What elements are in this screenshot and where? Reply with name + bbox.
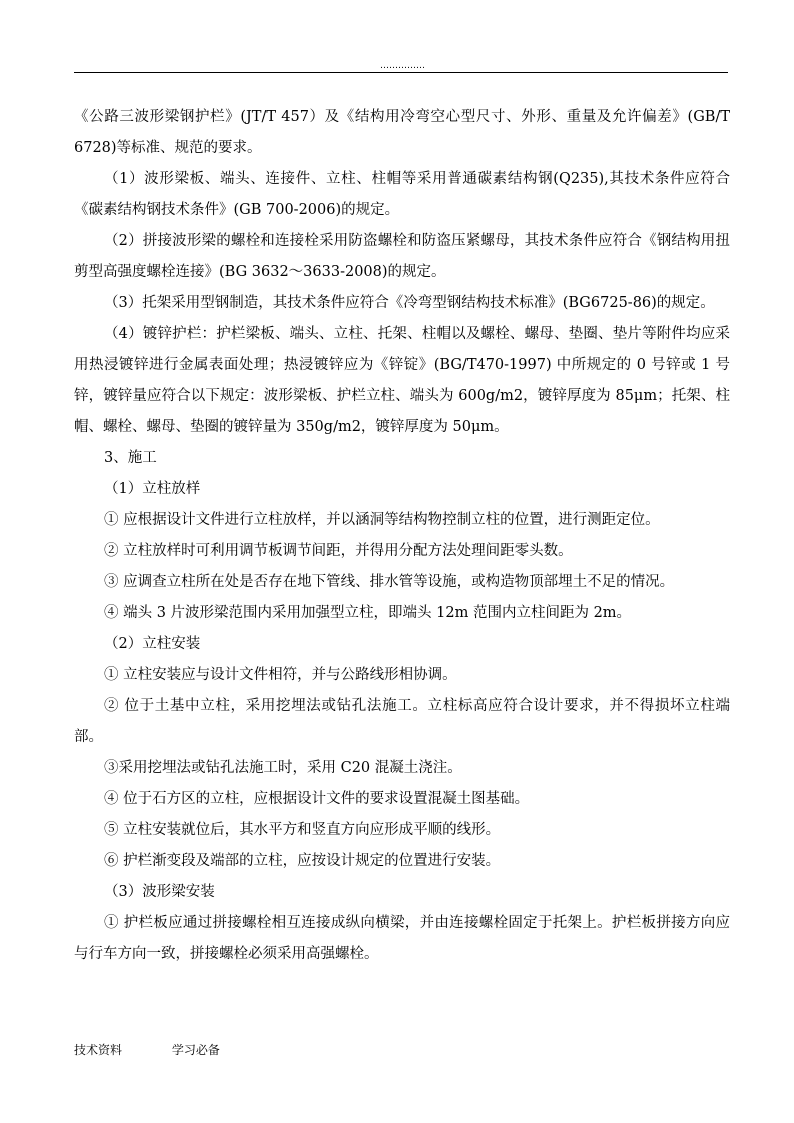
paragraph: （1）波形梁板、端头、连接件、立柱、柱帽等采用普通碳素结构钢(Q235),其技术条件应符合《碳素结构钢技术条件》(GB 700-2006)的规定。	[74, 171, 730, 218]
paragraph: ⑥ 护栏渐变段及端部的立柱，应按设计规定的位置进行安装。	[104, 853, 501, 869]
paragraph: ① 应根据设计文件进行立柱放样，并以涵洞等结构物控制立柱的位置，进行测距定位。	[104, 512, 660, 528]
paragraph: （4）镀锌护栏：护栏梁板、端头、立柱、托架、柱帽以及螺栓、螺母、垫圈、垫片等附件均应采用热浸镀锌进行金属表面处理；热浸镀锌应为《锌锭》(BG/T470-1997) 中所规定的 0 号锌或 1 号锌，镀锌量应符合以下规定：波形梁板、护栏立柱、端头为 600g/m2，镀锌厚度为 85μm；托架、柱帽、螺栓、螺母、垫圈的镀锌量为 350g/m2，镀锌厚度为 50μm。	[74, 326, 730, 435]
header-rule	[74, 72, 728, 73]
paragraph: ④ 端头 3 片波形梁范围内采用加强型立柱，即端头 12m 范围内立柱间距为 2m。	[104, 605, 632, 621]
footer-left-text: 技术资料	[74, 1043, 123, 1057]
paragraph: （3）波形梁安装	[104, 884, 215, 900]
paragraph: （1）立柱放样	[104, 481, 201, 497]
paragraph: （2）拼接波形梁的螺栓和连接栓采用防盗螺栓和防盗压紧螺母，其技术条件应符合《钢结构用扭剪型高强度螺栓连接》(BG 3632～3633-2008)的规定。	[74, 233, 730, 280]
paragraph: ② 立柱放样时可利用调节板调节间距，并得用分配方法处理间距零头数。	[104, 543, 573, 559]
header-dots: ……………	[380, 61, 425, 71]
document-body	[74, 102, 730, 970]
footer-right-text: 学习必备	[171, 1043, 220, 1057]
paragraph: ② 位于土基中立柱，采用挖埋法或钻孔法施工。立柱标高应符合设计要求，并不得损坏立柱端部。	[74, 698, 730, 745]
paragraph: ⑤ 立柱安装就位后，其水平方和竖直方向应形成平顺的线形。	[104, 822, 501, 838]
page-footer	[74, 1041, 220, 1058]
paragraph: 《公路三波形梁钢护栏》(JT/T 457）及《结构用冷弯空心型尺寸、外形、重量及允许偏差》(GB/T 6728)等标准、规范的要求。	[74, 109, 730, 156]
paragraph: ③采用挖埋法或钻孔法施工时，采用 C20 混凝土浇注。	[104, 760, 462, 776]
paragraph: （3）托架采用型钢制造，其技术条件应符合《冷弯型钢结构技术标准》(BG6725-86)的规定。	[104, 295, 715, 311]
paragraph: ④ 位于石方区的立柱，应根据设计文件的要求设置混凝土图基础。	[104, 791, 530, 807]
paragraph: ① 立柱安装应与设计文件相符，并与公路线形相协调。	[104, 667, 457, 683]
paragraph: ① 护栏板应通过拼接螺栓相互连接成纵向横梁，并由连接螺栓固定于托架上。护栏板拼接方向应与行车方向一致，拼接螺栓必须采用高强螺栓。	[74, 915, 730, 962]
paragraph: ③ 应调查立柱所在处是否存在地下管线、排水管等设施，或构造物顶部埋土不足的情况。	[104, 574, 675, 590]
paragraph: （2）立柱安装	[104, 636, 201, 652]
paragraph: 3、施工	[104, 450, 157, 466]
